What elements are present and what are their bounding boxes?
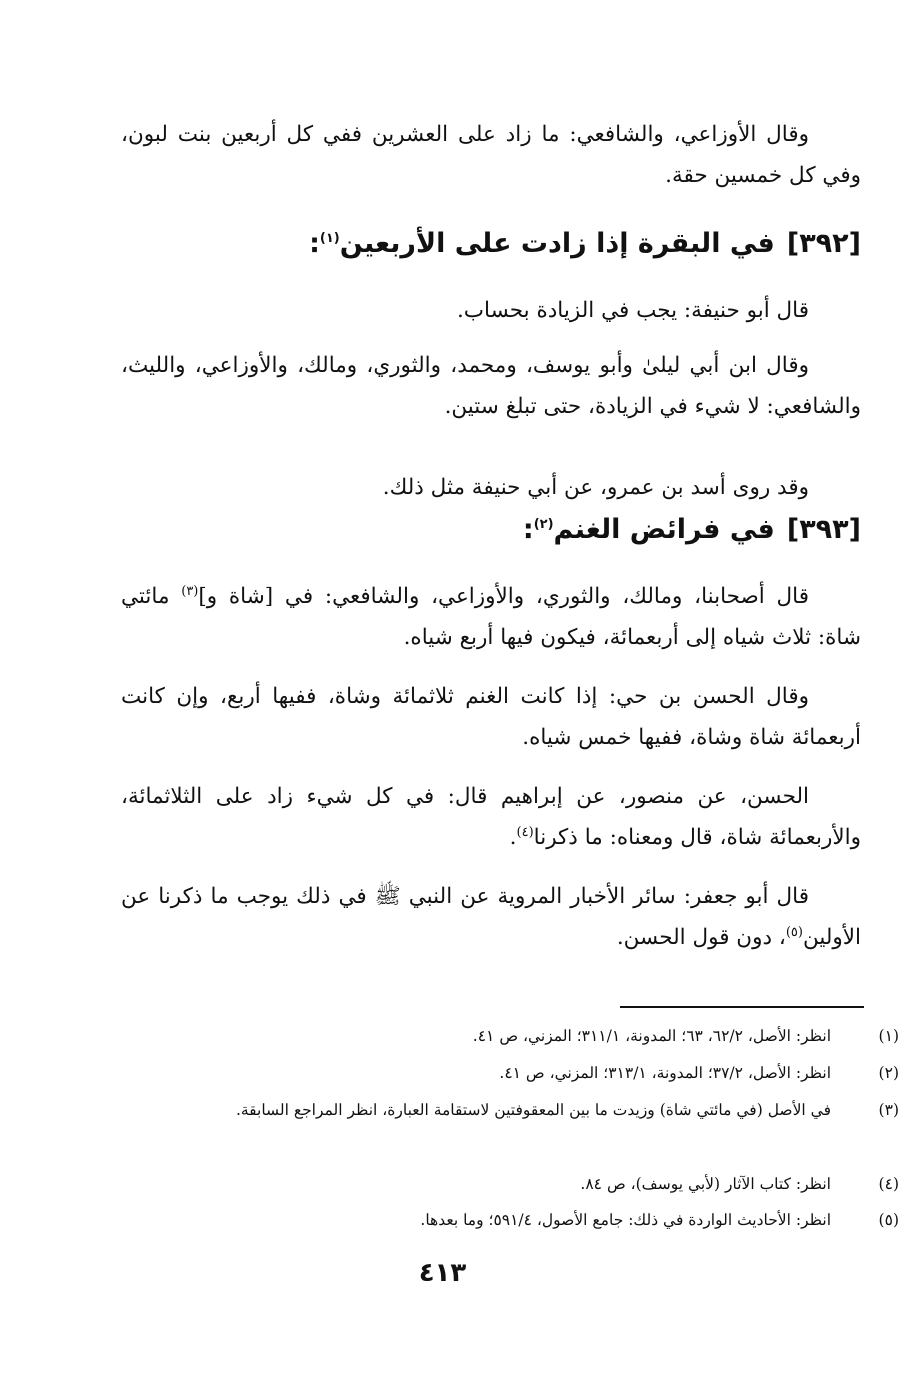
paragraph-awzai-shafii: وقال الأوزاعي، والشافعي: ما زاد على العشرين ففي كل أربعين بنت لبون، وفي كل خمسين حقة. <box>121 122 861 188</box>
paragraph-text: قال أبو جعفر: سائر الأخبار المروية عن النبي ﷺ في ذلك يوجب ما ذكرنا عن الأولين <box>121 884 861 950</box>
footnote-number: (١) <box>878 1027 899 1045</box>
footnote-ref-3: (٣) <box>181 583 199 599</box>
footnote-text: في الأصل (في مائتي شاة) وزيدت ما بين المعقوفتين لاستقامة العبارة، انظر المراجع السابقة. <box>235 1101 831 1119</box>
paragraph-asad-bin-amr: وقد روى أسد بن عمرو، عن أبي حنيفة مثل ذلك. <box>382 475 809 500</box>
heading-title: في البقرة إذا زادت على الأربعين <box>339 228 775 259</box>
heading-number: [٣٩٣] <box>786 514 861 545</box>
paragraph-hasan-bin-hayy: وقال الحسن بن حي: إذا كانت الغنم ثلاثمائة وشاة، ففيها أربع، وإن كانت أربعمائة شاة وشاة، ففيها خمس شياه. <box>121 684 861 750</box>
paragraph-hasan-mansur <box>121 776 861 858</box>
paragraph-text: . <box>509 825 517 850</box>
footnote-text: انظر: الأصل، ٣٧/٢؛ المدونة، ٣١٣/١؛ المزني، ص ٤١. <box>499 1064 831 1082</box>
footnote-2 <box>89 1059 899 1087</box>
footnote-number: (٣) <box>878 1101 899 1119</box>
footnote-separator <box>620 1006 864 1008</box>
heading-393 <box>121 514 861 545</box>
heading-number: [٣٩٢] <box>786 228 861 259</box>
footnote-ref-1: (١) <box>319 231 340 246</box>
heading-colon: : <box>309 228 320 259</box>
footnote-number: (٥) <box>878 1211 899 1229</box>
paragraph-abu-jafar <box>121 876 861 958</box>
paragraph-text: ، دون قول الحسن. <box>616 925 786 950</box>
footnote-text: انظر: الأصل، ٦٢/٢، ٦٣؛ المدونة، ٣١١/١؛ المزني، ص ٤١. <box>472 1027 831 1045</box>
footnote-text: انظر: كتاب الآثار (لأبي يوسف)، ص ٨٤. <box>580 1175 831 1193</box>
heading-392 <box>121 228 861 259</box>
footnote-ref-5: (٥) <box>785 924 803 940</box>
footnote-5 <box>89 1206 899 1234</box>
paragraph-ashabuna <box>121 576 861 658</box>
page-number: ٤١٣ <box>418 1258 467 1288</box>
footnote-ref-2: (٢) <box>533 517 554 532</box>
footnote-1 <box>89 1022 899 1050</box>
footnote-ref-4: (٤) <box>516 824 534 840</box>
footnote-4 <box>89 1170 899 1198</box>
footnote-text: انظر: الأحاديث الواردة في ذلك: جامع الأصول، ٥٩١/٤؛ وما بعدها. <box>420 1211 831 1229</box>
paragraph-text: قال أصحابنا، ومالك، والثوري، والأوزاعي، والشافعي: في [شاة و] <box>198 584 809 609</box>
footnote-number: (٢) <box>878 1064 899 1082</box>
heading-colon: : <box>522 514 534 545</box>
heading-title: في فرائض الغنم <box>553 514 775 545</box>
footnote-3 <box>89 1096 899 1124</box>
paragraph-ibn-abi-layla: وقال ابن أبي ليلىٰ وأبو يوسف، ومحمد، والثوري، ومالك، والأوزاعي، والليث، والشافعي: لا شيء في الزيادة، حتى تبلغ ستين. <box>121 353 861 419</box>
paragraph-abu-hanifa: قال أبو حنيفة: يجب في الزيادة بحساب. <box>456 298 809 323</box>
footnote-number: (٤) <box>878 1175 899 1193</box>
paragraph-text: مائتي شاة: ثلاث شياه إلى أربعمائة، فيكون فيها أربع شياه. <box>121 584 861 650</box>
paragraph-text: الحسن، عن منصور، عن إبراهيم قال: في كل شيء زاد على الثلاثمائة، والأربعمائة شاة، قال ومعناه: ما ذكرنا <box>121 784 861 850</box>
